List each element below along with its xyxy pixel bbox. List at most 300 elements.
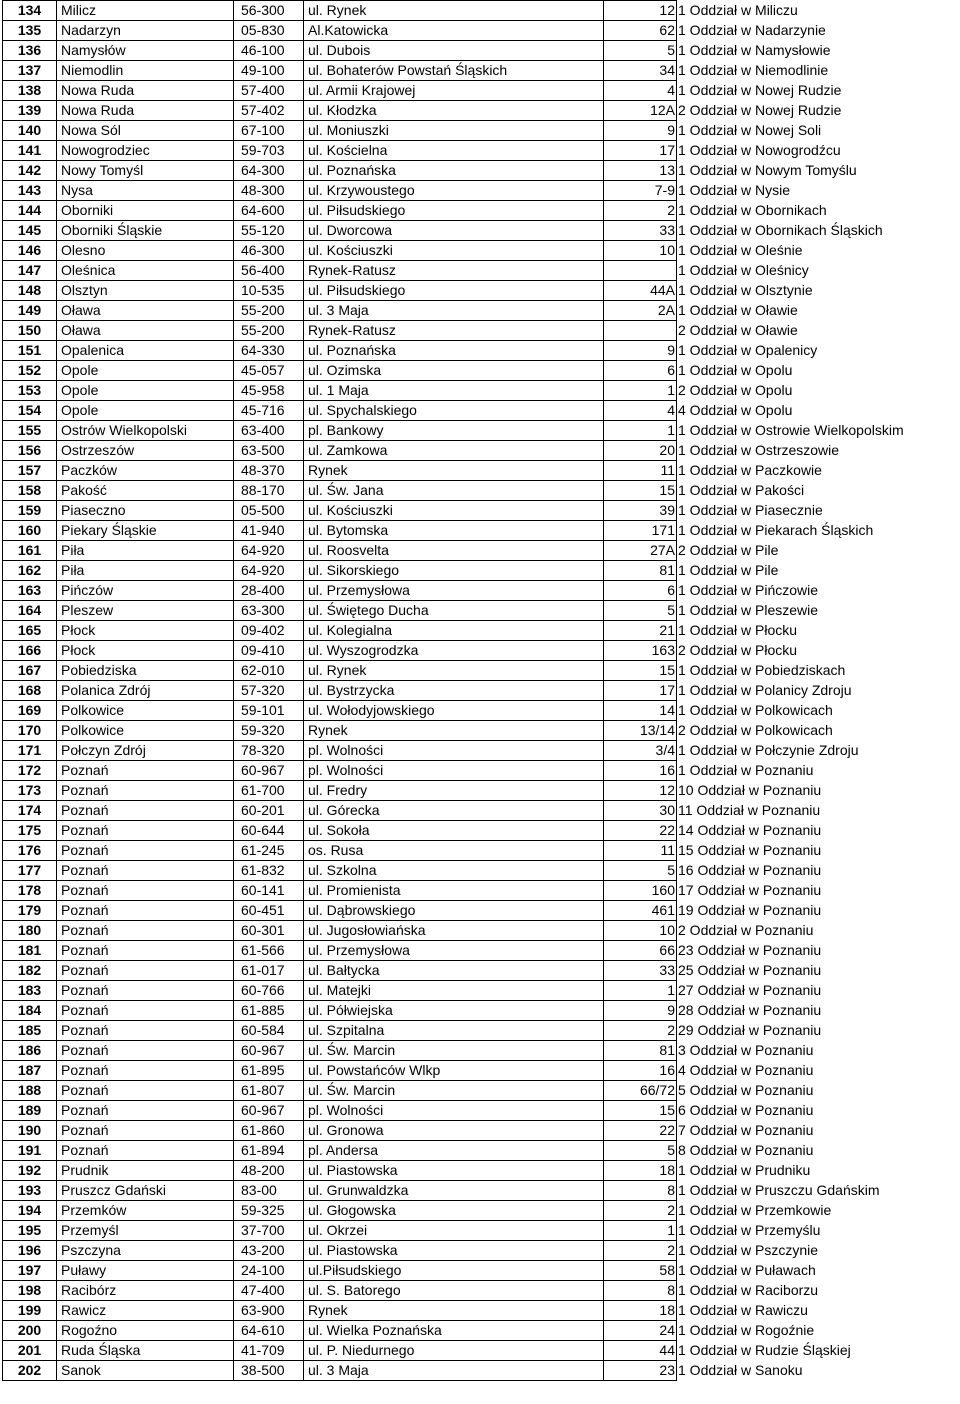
street-cell: os. Rusa	[304, 841, 604, 861]
row-number: 152	[3, 361, 57, 381]
table-row	[3, 401, 921, 421]
row-number: 168	[3, 681, 57, 701]
row-number: 181	[3, 941, 57, 961]
table-row	[3, 201, 921, 221]
city-cell: Poznań	[57, 1101, 234, 1121]
branch-name-cell: 2 Oddział w Nowej Rudzie	[677, 101, 921, 121]
row-number: 174	[3, 801, 57, 821]
branch-name-cell: 1 Oddział w Pobiedziskach	[677, 661, 921, 681]
building-number-cell: 16	[604, 761, 677, 781]
building-number-cell: 33	[604, 221, 677, 241]
city-cell: Przemków	[57, 1201, 234, 1221]
row-number: 165	[3, 621, 57, 641]
street-cell: ul. Rynek	[304, 1, 604, 21]
row-number: 189	[3, 1101, 57, 1121]
row-number: 198	[3, 1281, 57, 1301]
table-row	[3, 141, 921, 161]
city-cell: Oborniki	[57, 201, 234, 221]
city-cell: Poznań	[57, 921, 234, 941]
street-cell: ul. Okrzei	[304, 1221, 604, 1241]
city-cell: Ruda Śląska	[57, 1341, 234, 1361]
branch-name-cell: 1 Oddział w Namysłowie	[677, 41, 921, 61]
building-number-cell: 4	[604, 401, 677, 421]
postal-code-cell: 60-766	[234, 981, 304, 1001]
table-row	[3, 781, 921, 801]
postal-code-cell: 56-400	[234, 261, 304, 281]
row-number: 186	[3, 1041, 57, 1061]
postal-code-cell: 63-500	[234, 441, 304, 461]
city-cell: Pruszcz Gdański	[57, 1181, 234, 1201]
row-number: 151	[3, 341, 57, 361]
table-row	[3, 1281, 921, 1301]
postal-code-cell: 55-200	[234, 301, 304, 321]
postal-code-cell: 61-885	[234, 1001, 304, 1021]
street-cell: ul. Półwiejska	[304, 1001, 604, 1021]
row-number: 163	[3, 581, 57, 601]
city-cell: Przemyśl	[57, 1221, 234, 1241]
table-row	[3, 41, 921, 61]
street-cell: ul. Dworcowa	[304, 221, 604, 241]
street-cell: ul. Szpitalna	[304, 1021, 604, 1041]
street-cell: ul. Dąbrowskiego	[304, 901, 604, 921]
row-number: 138	[3, 81, 57, 101]
table-row	[3, 281, 921, 301]
table-row	[3, 881, 921, 901]
row-number: 197	[3, 1261, 57, 1281]
row-number: 175	[3, 821, 57, 841]
building-number-cell: 15	[604, 1101, 677, 1121]
branch-name-cell: 19 Oddział w Poznaniu	[677, 901, 921, 921]
table-row	[3, 721, 921, 741]
row-number: 156	[3, 441, 57, 461]
table-row	[3, 1021, 921, 1041]
city-cell: Poznań	[57, 1121, 234, 1141]
branch-name-cell: 1 Oddział w Pleszewie	[677, 601, 921, 621]
building-number-cell: 1	[604, 421, 677, 441]
row-number: 149	[3, 301, 57, 321]
city-cell: Nadarzyn	[57, 21, 234, 41]
building-number-cell: 12A	[604, 101, 677, 121]
row-number: 185	[3, 1021, 57, 1041]
city-cell: Niemodlin	[57, 61, 234, 81]
street-cell: ul. Fredry	[304, 781, 604, 801]
row-number: 173	[3, 781, 57, 801]
postal-code-cell: 59-703	[234, 141, 304, 161]
city-cell: Poznań	[57, 941, 234, 961]
table-row	[3, 1001, 921, 1021]
row-number: 167	[3, 661, 57, 681]
city-cell: Prudnik	[57, 1161, 234, 1181]
table-row	[3, 1321, 921, 1341]
city-cell: Piła	[57, 541, 234, 561]
postal-code-cell: 57-400	[234, 81, 304, 101]
street-cell: ul. Kłodzka	[304, 101, 604, 121]
branch-name-cell: 1 Oddział w Nadarzynie	[677, 21, 921, 41]
postal-code-cell: 60-301	[234, 921, 304, 941]
row-number: 159	[3, 501, 57, 521]
building-number-cell: 4	[604, 81, 677, 101]
street-cell: ul. Kościuszki	[304, 501, 604, 521]
branch-name-cell: 17 Oddział w Poznaniu	[677, 881, 921, 901]
building-number-cell: 1	[604, 381, 677, 401]
building-number-cell: 30	[604, 801, 677, 821]
branch-name-cell: 1 Oddział w Rudzie Śląskiej	[677, 1341, 921, 1361]
building-number-cell: 66/72	[604, 1081, 677, 1101]
building-number-cell: 44	[604, 1341, 677, 1361]
row-number: 195	[3, 1221, 57, 1241]
street-cell: ul. Wielka Poznańska	[304, 1321, 604, 1341]
city-cell: Namysłów	[57, 41, 234, 61]
street-cell: pl. Wolności	[304, 1101, 604, 1121]
table-row	[3, 501, 921, 521]
city-cell: Poznań	[57, 1061, 234, 1081]
table-row	[3, 21, 921, 41]
table-row	[3, 81, 921, 101]
row-number: 145	[3, 221, 57, 241]
postal-code-cell: 28-400	[234, 581, 304, 601]
row-number: 162	[3, 561, 57, 581]
postal-code-cell: 63-400	[234, 421, 304, 441]
street-cell: ul. Bystrzycka	[304, 681, 604, 701]
postal-code-cell: 61-895	[234, 1061, 304, 1081]
city-cell: Nowa Sól	[57, 121, 234, 141]
branch-name-cell: 1 Oddział w Piasecznie	[677, 501, 921, 521]
street-cell: ul. Wołodyjowskiego	[304, 701, 604, 721]
building-number-cell: 160	[604, 881, 677, 901]
postal-code-cell: 49-100	[234, 61, 304, 81]
table-row	[3, 1241, 921, 1261]
table-row	[3, 121, 921, 141]
city-cell: Rogoźno	[57, 1321, 234, 1341]
table-row	[3, 641, 921, 661]
street-cell: pl. Wolności	[304, 741, 604, 761]
table-row	[3, 621, 921, 641]
street-cell: ul. Bałtycka	[304, 961, 604, 981]
building-number-cell: 22	[604, 1121, 677, 1141]
street-cell: ul. P. Niedurnego	[304, 1341, 604, 1361]
row-number: 194	[3, 1201, 57, 1221]
branch-name-cell: 3 Oddział w Poznaniu	[677, 1041, 921, 1061]
building-number-cell: 62	[604, 21, 677, 41]
city-cell: Rawicz	[57, 1301, 234, 1321]
street-cell: Rynek-Ratusz	[304, 261, 604, 281]
street-cell: ul. Jugosłowiańska	[304, 921, 604, 941]
city-cell: Poznań	[57, 841, 234, 861]
city-cell: Piekary Śląskie	[57, 521, 234, 541]
postal-code-cell: 43-200	[234, 1241, 304, 1261]
table-row	[3, 1041, 921, 1061]
row-number: 143	[3, 181, 57, 201]
street-cell: ul. Wyszogrodzka	[304, 641, 604, 661]
table-row	[3, 841, 921, 861]
street-cell: ul. Głogowska	[304, 1201, 604, 1221]
branch-name-cell: 2 Oddział w Płocku	[677, 641, 921, 661]
street-cell: ul. Dubois	[304, 41, 604, 61]
city-cell: Poznań	[57, 901, 234, 921]
postal-code-cell: 88-170	[234, 481, 304, 501]
table-row	[3, 481, 921, 501]
row-number: 164	[3, 601, 57, 621]
branch-name-cell: 27 Oddział w Poznaniu	[677, 981, 921, 1001]
street-cell: ul. Zamkowa	[304, 441, 604, 461]
row-number: 153	[3, 381, 57, 401]
city-cell: Olesno	[57, 241, 234, 261]
building-number-cell: 34	[604, 61, 677, 81]
street-cell: ul. Rynek	[304, 661, 604, 681]
building-number-cell: 58	[604, 1261, 677, 1281]
table-row	[3, 461, 921, 481]
city-cell: Polkowice	[57, 721, 234, 741]
postal-code-cell: 55-120	[234, 221, 304, 241]
city-cell: Nowa Ruda	[57, 101, 234, 121]
branch-name-cell: 1 Oddział w Nowym Tomyślu	[677, 161, 921, 181]
city-cell: Ostrzeszów	[57, 441, 234, 461]
street-cell: ul. Sikorskiego	[304, 561, 604, 581]
branch-name-cell: 1 Oddział w Obornikach Śląskich	[677, 221, 921, 241]
table-row	[3, 421, 921, 441]
table-row	[3, 1201, 921, 1221]
row-number: 169	[3, 701, 57, 721]
branch-name-cell: 1 Oddział w Pińczowie	[677, 581, 921, 601]
postal-code-cell: 64-300	[234, 161, 304, 181]
street-cell: ul. Piłsudskiego	[304, 281, 604, 301]
branch-name-cell: 1 Oddział w Poznaniu	[677, 761, 921, 781]
building-number-cell: 66	[604, 941, 677, 961]
building-number-cell: 14	[604, 701, 677, 721]
postal-code-cell: 67-100	[234, 121, 304, 141]
row-number: 196	[3, 1241, 57, 1261]
postal-code-cell: 59-325	[234, 1201, 304, 1221]
postal-code-cell: 61-245	[234, 841, 304, 861]
street-cell: Rynek	[304, 1301, 604, 1321]
building-number-cell: 9	[604, 1001, 677, 1021]
street-cell: ul. S. Batorego	[304, 1281, 604, 1301]
city-cell: Poznań	[57, 881, 234, 901]
row-number: 184	[3, 1001, 57, 1021]
row-number: 190	[3, 1121, 57, 1141]
row-number: 171	[3, 741, 57, 761]
table-row	[3, 61, 921, 81]
branch-table	[2, 0, 921, 1381]
row-number: 199	[3, 1301, 57, 1321]
city-cell: Racibórz	[57, 1281, 234, 1301]
branch-name-cell: 1 Oddział w Opolu	[677, 361, 921, 381]
table-row	[3, 1121, 921, 1141]
table-row	[3, 1141, 921, 1161]
city-cell: Poznań	[57, 821, 234, 841]
branch-name-cell: 10 Oddział w Poznaniu	[677, 781, 921, 801]
street-cell: ul. Matejki	[304, 981, 604, 1001]
table-row	[3, 961, 921, 981]
city-cell: Poznań	[57, 961, 234, 981]
city-cell: Opole	[57, 361, 234, 381]
branch-name-cell: 1 Oddział w Ostrzeszowie	[677, 441, 921, 461]
row-number: 193	[3, 1181, 57, 1201]
postal-code-cell: 05-500	[234, 501, 304, 521]
postal-code-cell: 60-967	[234, 761, 304, 781]
postal-code-cell: 61-017	[234, 961, 304, 981]
row-number: 141	[3, 141, 57, 161]
branch-name-cell: 2 Oddział w Poznaniu	[677, 921, 921, 941]
building-number-cell: 3/4	[604, 741, 677, 761]
building-number-cell: 18	[604, 1161, 677, 1181]
branch-name-cell: 2 Oddział w Oławie	[677, 321, 921, 341]
city-cell: Pakość	[57, 481, 234, 501]
branch-name-cell: 1 Oddział w Pakości	[677, 481, 921, 501]
postal-code-cell: 10-535	[234, 281, 304, 301]
table-row	[3, 681, 921, 701]
building-number-cell: 6	[604, 361, 677, 381]
building-number-cell: 10	[604, 921, 677, 941]
branch-name-cell: 6 Oddział w Poznaniu	[677, 1101, 921, 1121]
postal-code-cell: 41-709	[234, 1341, 304, 1361]
branch-name-cell: 1 Oddział w Miliczu	[677, 1, 921, 21]
city-cell: Opalenica	[57, 341, 234, 361]
street-cell: ul. Bytomska	[304, 521, 604, 541]
building-number-cell: 2	[604, 1241, 677, 1261]
table-row	[3, 1101, 921, 1121]
building-number-cell: 461	[604, 901, 677, 921]
row-number: 142	[3, 161, 57, 181]
postal-code-cell: 45-057	[234, 361, 304, 381]
branch-name-cell: 1 Oddział w Olsztynie	[677, 281, 921, 301]
row-number: 166	[3, 641, 57, 661]
street-cell: ul. Ozimska	[304, 361, 604, 381]
street-cell: ul. Świętego Ducha	[304, 601, 604, 621]
building-number-cell: 2	[604, 201, 677, 221]
street-cell: ul. 3 Maja	[304, 301, 604, 321]
table-row	[3, 241, 921, 261]
table-row	[3, 861, 921, 881]
street-cell: ul. Piłsudskiego	[304, 201, 604, 221]
building-number-cell: 12	[604, 781, 677, 801]
city-cell: Poznań	[57, 1081, 234, 1101]
postal-code-cell: 05-830	[234, 21, 304, 41]
city-cell: Paczków	[57, 461, 234, 481]
branch-name-cell: 1 Oddział w Puławach	[677, 1261, 921, 1281]
street-cell: ul. Armii Krajowej	[304, 81, 604, 101]
postal-code-cell: 60-141	[234, 881, 304, 901]
branch-name-cell: 7 Oddział w Poznaniu	[677, 1121, 921, 1141]
branch-name-cell: 1 Oddział w Raciborzu	[677, 1281, 921, 1301]
city-cell: Polanica Zdrój	[57, 681, 234, 701]
city-cell: Poznań	[57, 1001, 234, 1021]
building-number-cell: 16	[604, 1061, 677, 1081]
building-number-cell: 7-9	[604, 181, 677, 201]
table-row	[3, 101, 921, 121]
branch-name-cell: 1 Oddział w Polanicy Zdroju	[677, 681, 921, 701]
street-cell: ul. 1 Maja	[304, 381, 604, 401]
postal-code-cell: 83-00	[234, 1181, 304, 1201]
table-row	[3, 341, 921, 361]
building-number-cell: 1	[604, 1221, 677, 1241]
branch-name-cell: 1 Oddział w Oleśnicy	[677, 261, 921, 281]
postal-code-cell: 59-320	[234, 721, 304, 741]
table-row	[3, 321, 921, 341]
branch-name-cell: 1 Oddział w Nysie	[677, 181, 921, 201]
branch-name-cell: 1 Oddział w Piekarach Śląskich	[677, 521, 921, 541]
row-number: 170	[3, 721, 57, 741]
table-row	[3, 541, 921, 561]
postal-code-cell: 60-584	[234, 1021, 304, 1041]
table-row	[3, 941, 921, 961]
row-number: 139	[3, 101, 57, 121]
branch-name-cell: 1 Oddział w Płocku	[677, 621, 921, 641]
building-number-cell: 163	[604, 641, 677, 661]
row-number: 161	[3, 541, 57, 561]
street-cell: ul. Gronowa	[304, 1121, 604, 1141]
city-cell: Pobiedziska	[57, 661, 234, 681]
postal-code-cell: 60-644	[234, 821, 304, 841]
table-row	[3, 821, 921, 841]
table-row	[3, 1, 921, 21]
city-cell: Piaseczno	[57, 501, 234, 521]
street-cell: ul. Promienista	[304, 881, 604, 901]
postal-code-cell: 59-101	[234, 701, 304, 721]
branch-name-cell: 1 Oddział w Przemkowie	[677, 1201, 921, 1221]
city-cell: Pińczów	[57, 581, 234, 601]
postal-code-cell: 56-300	[234, 1, 304, 21]
branch-name-cell: 1 Oddział w Pile	[677, 561, 921, 581]
table-row	[3, 1181, 921, 1201]
building-number-cell: 33	[604, 961, 677, 981]
city-cell: Poznań	[57, 1021, 234, 1041]
table-row	[3, 601, 921, 621]
postal-code-cell: 48-300	[234, 181, 304, 201]
city-cell: Pszczyna	[57, 1241, 234, 1261]
table-row	[3, 1161, 921, 1181]
branch-name-cell: 2 Oddział w Polkowicach	[677, 721, 921, 741]
postal-code-cell: 09-410	[234, 641, 304, 661]
city-cell: Opole	[57, 401, 234, 421]
row-number: 144	[3, 201, 57, 221]
city-cell: Nowy Tomyśl	[57, 161, 234, 181]
street-cell: pl. Bankowy	[304, 421, 604, 441]
street-cell: ul. Piastowska	[304, 1161, 604, 1181]
street-cell: ul. Roosvelta	[304, 541, 604, 561]
building-number-cell: 11	[604, 841, 677, 861]
postal-code-cell: 64-920	[234, 561, 304, 581]
building-number-cell: 2A	[604, 301, 677, 321]
building-number-cell: 15	[604, 661, 677, 681]
postal-code-cell: 55-200	[234, 321, 304, 341]
row-number: 155	[3, 421, 57, 441]
branch-name-cell: 11 Oddział w Poznaniu	[677, 801, 921, 821]
postal-code-cell: 60-967	[234, 1101, 304, 1121]
building-number-cell: 27A	[604, 541, 677, 561]
table-row	[3, 761, 921, 781]
street-cell: ul. Św. Marcin	[304, 1081, 604, 1101]
row-number: 188	[3, 1081, 57, 1101]
branch-name-cell: 25 Oddział w Poznaniu	[677, 961, 921, 981]
building-number-cell: 2	[604, 1201, 677, 1221]
postal-code-cell: 09-402	[234, 621, 304, 641]
city-cell: Płock	[57, 641, 234, 661]
row-number: 160	[3, 521, 57, 541]
postal-code-cell: 38-500	[234, 1361, 304, 1381]
building-number-cell: 5	[604, 601, 677, 621]
branch-name-cell: 1 Oddział w Pruszczu Gdańskim	[677, 1181, 921, 1201]
street-cell: Rynek	[304, 721, 604, 741]
table-row	[3, 561, 921, 581]
building-number-cell: 22	[604, 821, 677, 841]
city-cell: Poznań	[57, 801, 234, 821]
row-number: 177	[3, 861, 57, 881]
branch-name-cell: 1 Oddział w Prudniku	[677, 1161, 921, 1181]
branch-name-cell: 1 Oddział w Oławie	[677, 301, 921, 321]
row-number: 154	[3, 401, 57, 421]
branch-name-cell: 1 Oddział w Sanoku	[677, 1361, 921, 1381]
